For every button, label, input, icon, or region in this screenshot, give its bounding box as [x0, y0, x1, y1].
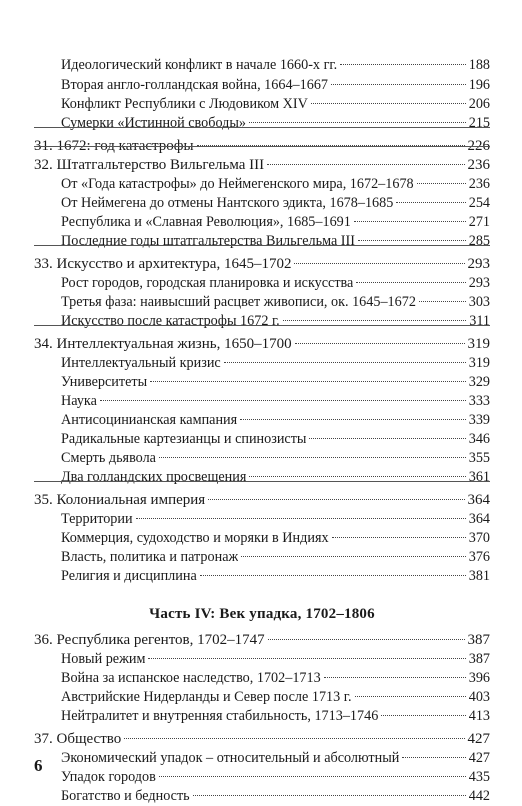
part-heading: Часть IV: Век упадка, 1702–1806	[149, 606, 375, 622]
dot-leader	[402, 757, 465, 758]
dot-leader	[100, 400, 466, 401]
toc-section-entry[interactable]	[61, 528, 490, 548]
entry-title: От Неймегена до отмены Нантского эдикта, 1678–1685	[61, 195, 394, 211]
toc-chapter-entry[interactable]	[34, 490, 490, 510]
dot-leader	[159, 776, 466, 777]
toc-section-entry[interactable]	[61, 193, 490, 213]
toc-section-entry[interactable]	[61, 748, 490, 768]
dot-leader	[295, 343, 465, 344]
entry-page-number: 396	[468, 670, 490, 686]
dot-leader	[268, 639, 465, 640]
entry-title: Упадок городов	[61, 769, 156, 785]
entry-page-number: 361	[468, 469, 490, 485]
dot-leader	[267, 164, 464, 165]
entry-title: Австрийские Нидерланды и Север после 1713 г.	[61, 689, 352, 705]
dot-leader	[208, 499, 464, 500]
entry-page-number: 215	[468, 115, 490, 131]
toc-section-entry[interactable]	[61, 566, 490, 586]
entry-page-number: 387	[467, 632, 490, 648]
dot-leader	[358, 240, 466, 241]
dot-leader	[355, 696, 466, 697]
entry-page-number: 293	[468, 275, 490, 291]
entry-page-number: 329	[468, 374, 490, 390]
entry-page-number: 254	[468, 195, 490, 211]
toc-section-entry[interactable]	[61, 429, 490, 449]
entry-title: Богатство и бедность	[61, 788, 190, 804]
entry-page-number: 293	[467, 256, 490, 272]
entry-page-number: 403	[468, 689, 490, 705]
toc-section-entry[interactable]	[61, 273, 490, 293]
entry-title: Университеты	[61, 374, 148, 390]
entry-title: Война за испанское наследство, 1702–1713	[61, 670, 321, 686]
entry-title: Коммерция, судоходство и моряки в Индиях	[61, 530, 329, 546]
entry-title: Сумерки «Истинной свободы»	[61, 115, 247, 131]
toc-section-entry[interactable]	[61, 231, 490, 251]
entry-page-number: 319	[468, 355, 490, 371]
entry-title: 32. Штатгальтерство Вильгельма III	[34, 157, 265, 173]
entry-title: Смерть дьявола	[61, 450, 156, 466]
toc-section-entry[interactable]	[61, 547, 490, 567]
dot-leader	[240, 419, 466, 420]
section-divider	[34, 127, 490, 128]
dot-leader	[419, 301, 466, 302]
entry-title: Религия и дисциплина	[61, 568, 197, 584]
section-divider	[34, 481, 490, 482]
section-divider	[34, 146, 490, 147]
entry-title: Интеллектуальный кризис	[61, 355, 221, 371]
dot-leader	[309, 438, 465, 439]
entry-page-number: 236	[468, 176, 490, 192]
entry-title: Идеологический конфликт в начале 1660-х гг.	[61, 57, 338, 73]
entry-page-number: 364	[467, 492, 490, 508]
toc-section-entry[interactable]	[61, 668, 490, 688]
toc-section-entry[interactable]	[61, 292, 490, 312]
entry-title: Третья фаза: наивысший расцвет живописи, ок. 1645–1672	[61, 294, 416, 310]
dot-leader	[148, 658, 465, 659]
dot-leader	[417, 183, 466, 184]
toc-section-entry[interactable]	[61, 75, 490, 95]
entry-title: Новый режим	[61, 651, 146, 667]
entry-page-number: 376	[468, 549, 490, 565]
toc-section-entry[interactable]	[61, 687, 490, 707]
entry-title: Экономический упадок – относительный и абсолютный	[61, 750, 400, 766]
toc-section-entry[interactable]	[61, 786, 490, 806]
entry-page-number: 303	[468, 294, 490, 310]
entry-title: 35. Колониальная империя	[34, 492, 206, 508]
entry-title: Территории	[61, 511, 133, 527]
entry-page-number: 271	[468, 214, 490, 230]
entry-page-number: 339	[468, 412, 490, 428]
entry-page-number: 435	[468, 769, 490, 785]
entry-page-number: 370	[468, 530, 490, 546]
dot-leader	[294, 263, 464, 264]
entry-page-number: 427	[467, 731, 490, 747]
entry-page-number: 346	[468, 431, 490, 447]
toc-section-entry[interactable]	[61, 448, 490, 468]
entry-title: Конфликт Республики с Людовиком XIV	[61, 96, 308, 112]
dot-leader	[354, 221, 466, 222]
entry-page-number: 333	[468, 393, 490, 409]
toc-section-entry[interactable]	[61, 372, 490, 392]
entry-page-number: 427	[468, 750, 490, 766]
toc-section-entry[interactable]	[61, 55, 490, 75]
entry-page-number: 364	[468, 511, 490, 527]
entry-title: 36. Республика регентов, 1702–1747	[34, 632, 265, 648]
dot-leader	[193, 795, 466, 796]
dot-leader	[249, 476, 465, 477]
toc-section-entry[interactable]	[61, 212, 490, 232]
entry-page-number: 226	[467, 138, 490, 154]
entry-title: Рост городов, городская планировка и искусства	[61, 275, 354, 291]
entry-title: Власть, политика и патронаж	[61, 549, 239, 565]
entry-page-number: 236	[467, 157, 490, 173]
entry-title: Республика и «Славная Революция», 1685–1691	[61, 214, 351, 230]
dot-leader	[150, 381, 466, 382]
entry-title: 33. Искусство и архитектура, 1645–1702	[34, 256, 292, 272]
toc-section-entry[interactable]	[61, 706, 490, 726]
toc-chapter-entry[interactable]	[34, 729, 490, 749]
entry-title: Вторая англо-голландская война, 1664–1667	[61, 77, 329, 93]
dot-leader	[124, 738, 464, 739]
dot-leader	[332, 537, 466, 538]
entry-title: Нейтралитет и внутренняя стабильность, 1713–1746	[61, 708, 379, 724]
entry-page-number: 381	[468, 568, 490, 584]
dot-leader	[311, 103, 466, 104]
entry-title: Два голландских просвещения	[61, 469, 247, 485]
toc-section-entry[interactable]	[61, 94, 490, 114]
section-divider	[34, 245, 490, 246]
section-divider	[34, 325, 490, 326]
dot-leader	[224, 362, 466, 363]
dot-leader	[241, 556, 465, 557]
toc-section-entry[interactable]	[61, 767, 490, 787]
entry-title: От «Года катастрофы» до Неймегенского мира, 1672–1678	[61, 176, 414, 192]
entry-title: Радикальные картезианцы и спинозисты	[61, 431, 307, 447]
entry-title: Последние годы штатгальтерства Вильгельма III	[61, 233, 355, 249]
toc-section-entry[interactable]	[61, 649, 490, 669]
toc-section-entry[interactable]	[61, 174, 490, 194]
page-number: 6	[34, 756, 43, 775]
toc-chapter-entry[interactable]	[34, 155, 490, 175]
toc-chapter-entry[interactable]	[34, 334, 490, 354]
dot-leader	[340, 64, 466, 65]
entry-page-number: 355	[468, 450, 490, 466]
toc-section-entry[interactable]	[61, 353, 490, 373]
entry-title: 37. Общество	[34, 731, 122, 747]
dot-leader	[381, 715, 465, 716]
dot-leader	[396, 202, 465, 203]
toc-section-entry[interactable]	[61, 113, 490, 133]
entry-page-number: 188	[468, 57, 490, 73]
entry-page-number: 387	[468, 651, 490, 667]
toc-chapter-entry[interactable]	[34, 630, 490, 650]
toc-section-entry[interactable]	[61, 391, 490, 411]
toc-chapter-entry[interactable]	[34, 254, 490, 274]
entry-page-number: 442	[468, 788, 490, 804]
toc-section-entry[interactable]	[61, 467, 490, 487]
dot-leader	[200, 575, 466, 576]
dot-leader	[249, 122, 466, 123]
entry-page-number: 196	[468, 77, 490, 93]
entry-page-number: 285	[468, 233, 490, 249]
dot-leader	[159, 457, 466, 458]
entry-title: 31. 1672: год катастрофы	[34, 138, 194, 154]
entry-title: Искусство после катастрофы 1672 г.	[61, 313, 280, 329]
dot-leader	[356, 282, 465, 283]
dot-leader	[331, 84, 466, 85]
entry-page-number: 319	[467, 336, 490, 352]
entry-title: 34. Интеллектуальная жизнь, 1650–1700	[34, 336, 292, 352]
dot-leader	[324, 677, 466, 678]
entry-page-number: 413	[468, 708, 490, 724]
toc-section-entry[interactable]	[61, 311, 490, 331]
toc-section-entry[interactable]	[61, 410, 490, 430]
entry-title: Антисоцинианская кампания	[61, 412, 238, 428]
entry-page-number: 206	[468, 96, 490, 112]
dot-leader	[136, 518, 466, 519]
entry-page-number: 311	[469, 313, 490, 329]
toc-section-entry[interactable]	[61, 509, 490, 529]
dot-leader	[283, 320, 467, 321]
entry-title: Наука	[61, 393, 97, 409]
